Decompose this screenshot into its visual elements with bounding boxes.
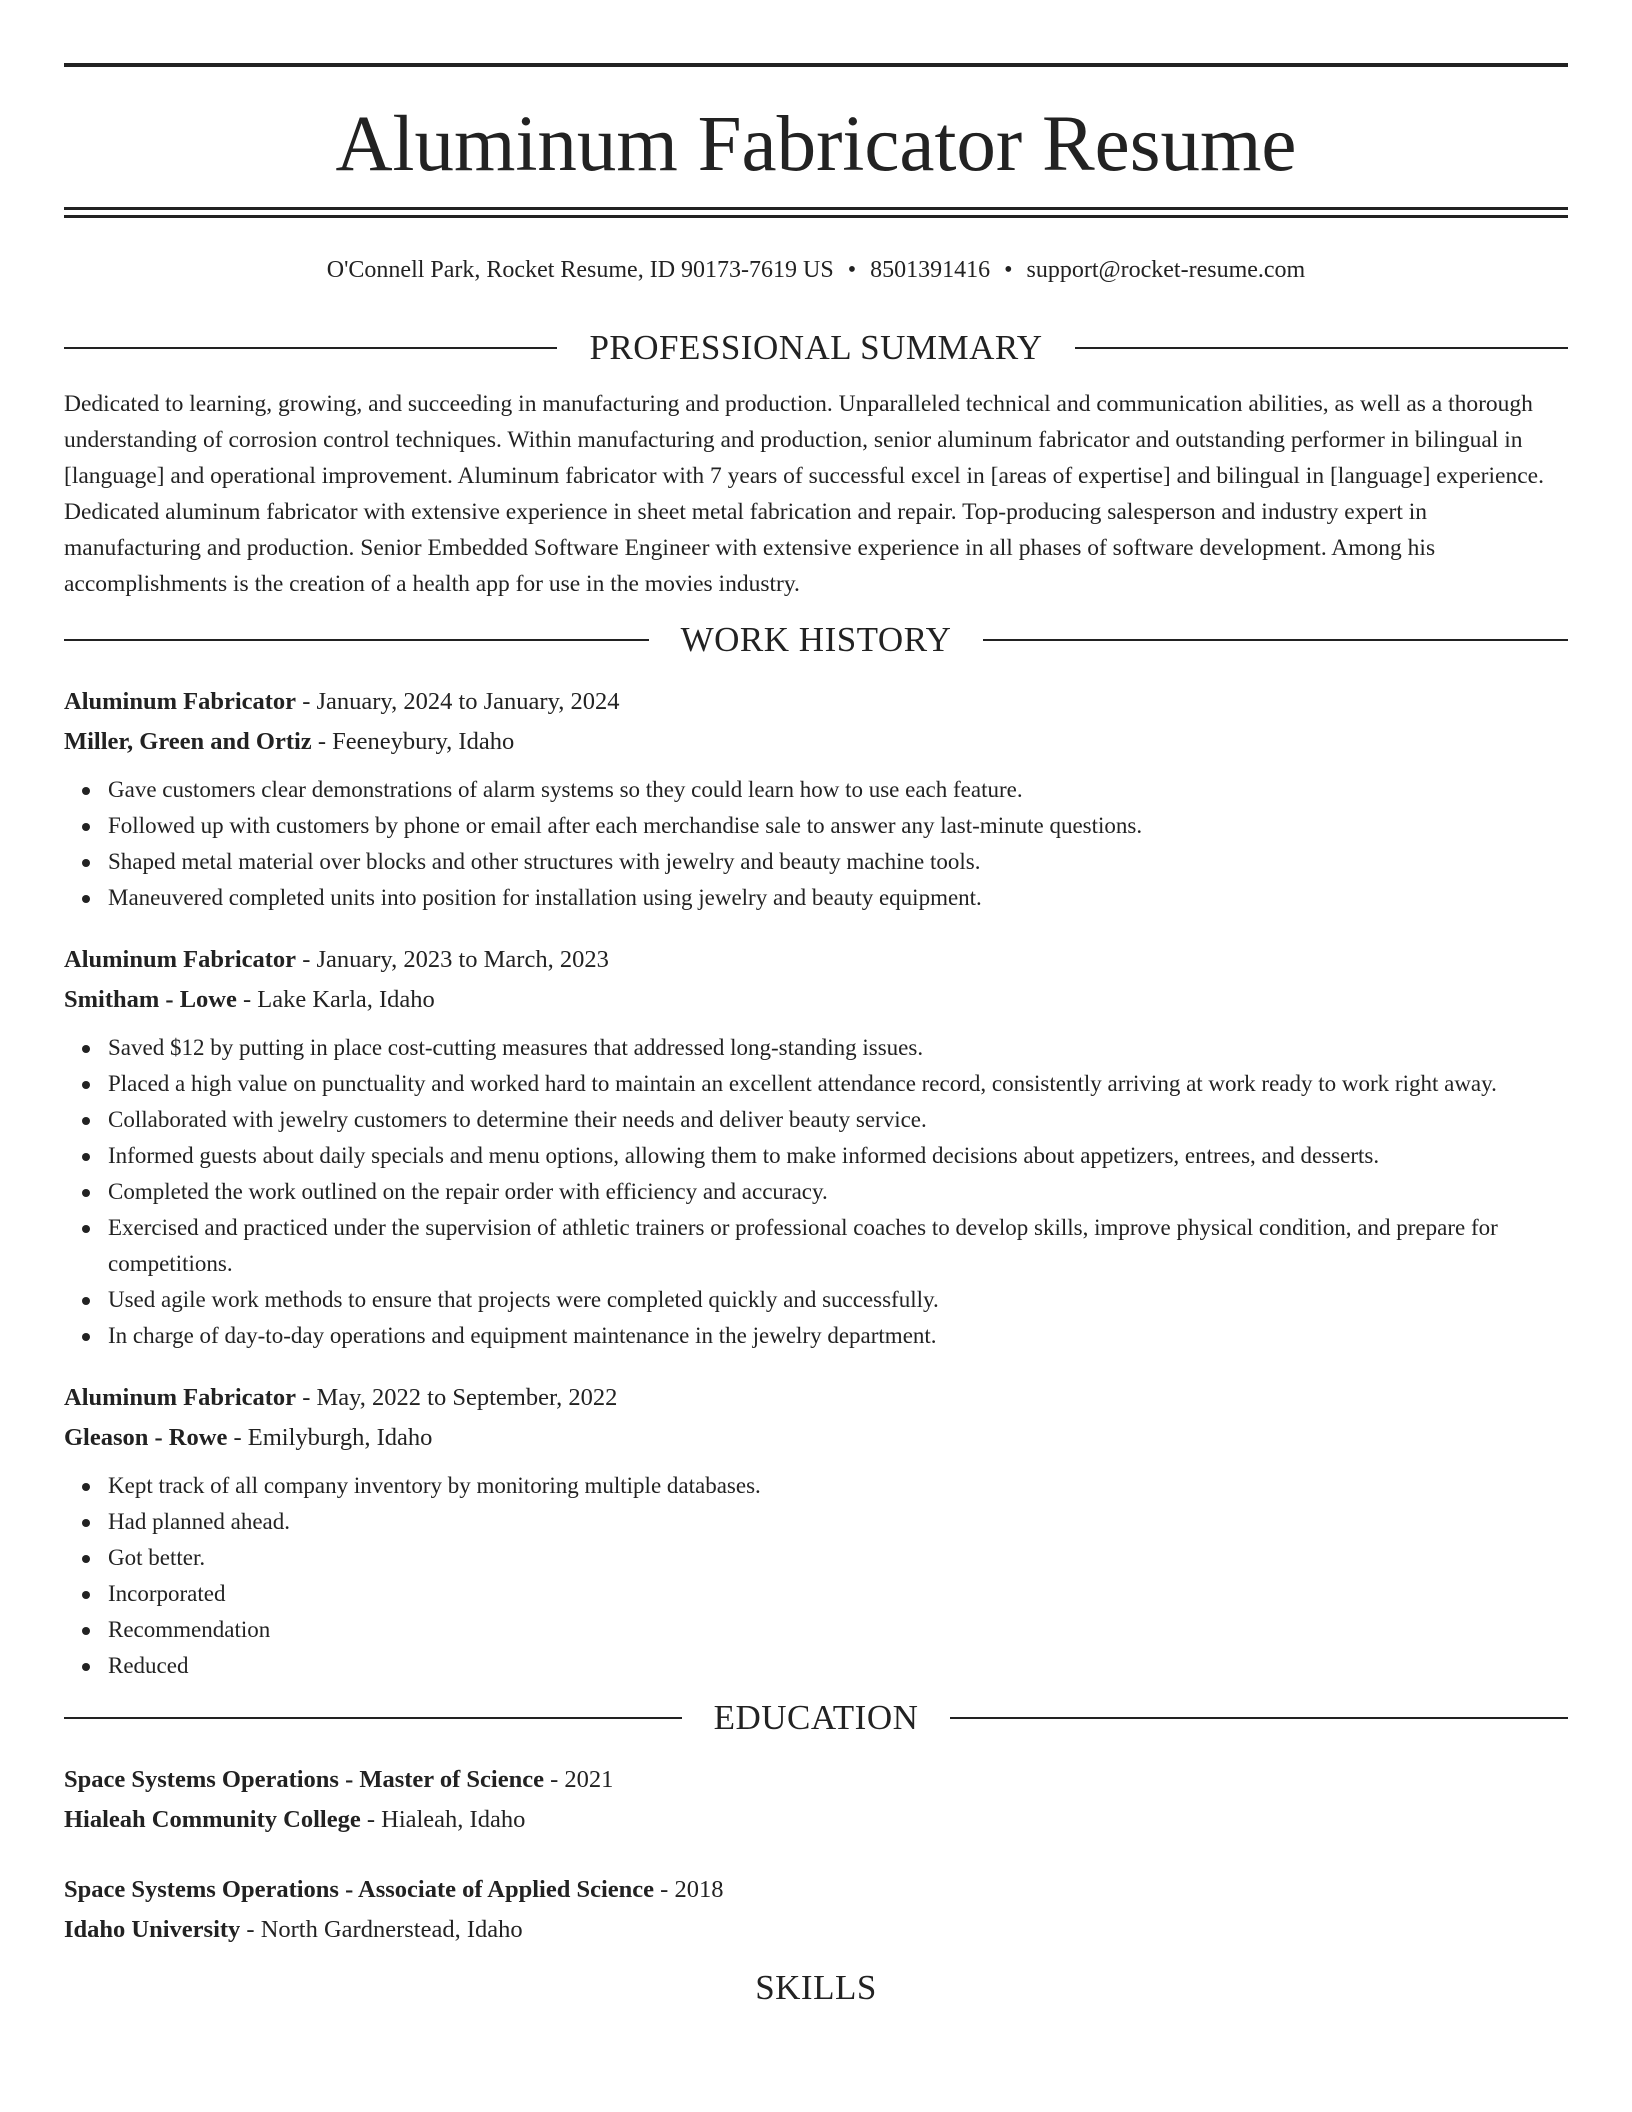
list-item: Kept track of all company inventory by monitoring multiple databases. — [108, 1468, 1568, 1504]
job-title: Aluminum Fabricator — [64, 688, 297, 715]
job-title: Aluminum Fabricator — [64, 1384, 297, 1411]
resume-title: Aluminum Fabricator Resume — [335, 101, 1297, 188]
list-item: Collaborated with jewelry customers to determine their needs and deliver beauty service. — [108, 1102, 1568, 1138]
job-company-line — [64, 1418, 1568, 1458]
list-item: Got better. — [108, 1540, 1568, 1576]
top-rule — [64, 63, 1568, 67]
education-degree: Space Systems Operations - Associate of Applied Science — [64, 1876, 655, 1903]
contact-line — [64, 254, 1568, 286]
job-entry-2 — [64, 940, 1568, 1354]
education-school-line — [64, 1910, 1568, 1950]
list-item: Exercised and practiced under the supervision of athletic trainers or professional coaches to develop skills, improve physical condition, and prepare for competitions. — [108, 1210, 1568, 1282]
summary-text: Dedicated to learning, growing, and succeeding in manufacturing and production. Unparalleled technical and communication abilities, as well as a thorough understanding of corrosion control techniques. Within manufacturing and production, senior aluminum fabricator and outstanding performer in bilingual in [language] and operational improvement. Aluminum fabricator with 7 years of successful excel in [areas of expertise] and bilingual in [language] experience. Dedicated aluminum fabricator with extensive experience in sheet metal fabrication and repair. Top-producing salesperson and industry expert in manufacturing and production. Senior Embedded Software Engineer with extensive experience in all phases of software development. Among his accomplishments is the creation of a health app for use in the movies industry. — [64, 391, 1544, 597]
list-item: Reduced — [108, 1648, 1568, 1684]
job-title-line — [64, 682, 1568, 722]
job-dates: - January, 2023 to March, 2023 — [296, 946, 609, 973]
education-degree-line — [64, 1870, 1568, 1910]
education-location: - Hialeah, Idaho — [360, 1806, 526, 1833]
list-item: Saved $12 by putting in place cost-cutting measures that addressed long-standing issues. — [108, 1030, 1568, 1066]
contact-phone: 8501391416 — [870, 257, 991, 283]
job-dates: - January, 2024 to January, 2024 — [296, 688, 620, 715]
job-entry-1 — [64, 682, 1568, 916]
contact-separator: • — [847, 257, 857, 283]
contact-email[interactable]: support@rocket-resume.com — [1026, 257, 1306, 283]
work-section-header — [64, 620, 1568, 660]
section-rule-right — [983, 639, 1568, 641]
job-entry-3 — [64, 1378, 1568, 1684]
list-item: Incorporated — [108, 1576, 1568, 1612]
job-location: - Lake Karla, Idaho — [236, 986, 435, 1013]
section-rule-left — [64, 1717, 682, 1719]
education-school: Idaho University — [64, 1916, 241, 1943]
job-company-line — [64, 722, 1568, 762]
section-rule-right — [1075, 347, 1568, 349]
contact-separator: • — [1004, 257, 1013, 283]
job-title-line — [64, 1378, 1568, 1418]
education-year: - 2018 — [654, 1876, 724, 1903]
summary-section-title: PROFESSIONAL SUMMARY — [589, 328, 1043, 367]
summary-section-header — [64, 328, 1568, 368]
education-entry-1 — [64, 1760, 1568, 1840]
job-company: Gleason - Rowe — [64, 1424, 228, 1451]
education-degree: Space Systems Operations - Master of Science — [64, 1766, 544, 1793]
list-item: Recommendation — [108, 1612, 1568, 1648]
list-item: Gave customers clear demonstrations of alarm systems so they could learn how to use each feature. — [108, 772, 1568, 808]
job-company: Smitham - Lowe — [64, 986, 237, 1013]
job-dates: - May, 2022 to September, 2022 — [296, 1384, 618, 1411]
section-rule-right — [950, 1717, 1568, 1719]
list-item: Placed a high value on punctuality and worked hard to maintain an excellent attendance record, consistently arriving at work ready to work right away. — [108, 1066, 1568, 1102]
work-section-title: WORK HISTORY — [680, 620, 952, 659]
job-location: - Emilyburgh, Idaho — [227, 1424, 433, 1451]
list-item: Used agile work methods to ensure that projects were completed quickly and successfully. — [108, 1282, 1568, 1318]
list-item: Had planned ahead. — [108, 1504, 1568, 1540]
section-rule-left — [64, 347, 557, 349]
skills-section-header — [64, 1968, 1568, 2008]
list-item: Completed the work outlined on the repair order with efficiency and accuracy. — [108, 1174, 1568, 1210]
list-item: Shaped metal material over blocks and other structures with jewelry and beauty machine tools. — [108, 844, 1568, 880]
education-location: - North Gardnerstead, Idaho — [240, 1916, 523, 1943]
list-item: Informed guests about daily specials and menu options, allowing them to make informed decisions about appetizers, entrees, and desserts. — [108, 1138, 1568, 1174]
education-entry-2 — [64, 1870, 1568, 1950]
education-year: - 2021 — [543, 1766, 614, 1793]
contact-address: O'Connell Park, Rocket Resume, ID 90173-7619 US — [326, 257, 834, 283]
education-section-header — [64, 1698, 1568, 1738]
job-bullets — [64, 1030, 1568, 1354]
education-degree-line — [64, 1760, 1568, 1800]
job-title-line — [64, 940, 1568, 980]
list-item: Maneuvered completed units into position for installation using jewelry and beauty equipment. — [108, 880, 1568, 916]
title-double-rule — [64, 207, 1568, 218]
job-company-line — [64, 980, 1568, 1020]
skills-section-title: SKILLS — [755, 1968, 877, 2007]
job-location: - Feeneybury, Idaho — [311, 728, 515, 755]
education-school-line — [64, 1800, 1568, 1840]
job-bullets — [64, 1468, 1568, 1684]
education-section-title: EDUCATION — [713, 1698, 919, 1737]
list-item: Followed up with customers by phone or email after each merchandise sale to answer any last-minute questions. — [108, 808, 1568, 844]
job-title: Aluminum Fabricator — [64, 946, 297, 973]
job-bullets — [64, 772, 1568, 916]
list-item: In charge of day-to-day operations and equipment maintenance in the jewelry department. — [108, 1318, 1568, 1354]
job-company: Miller, Green and Ortiz — [64, 728, 312, 755]
education-school: Hialeah Community College — [64, 1806, 361, 1833]
section-rule-left — [64, 639, 649, 641]
